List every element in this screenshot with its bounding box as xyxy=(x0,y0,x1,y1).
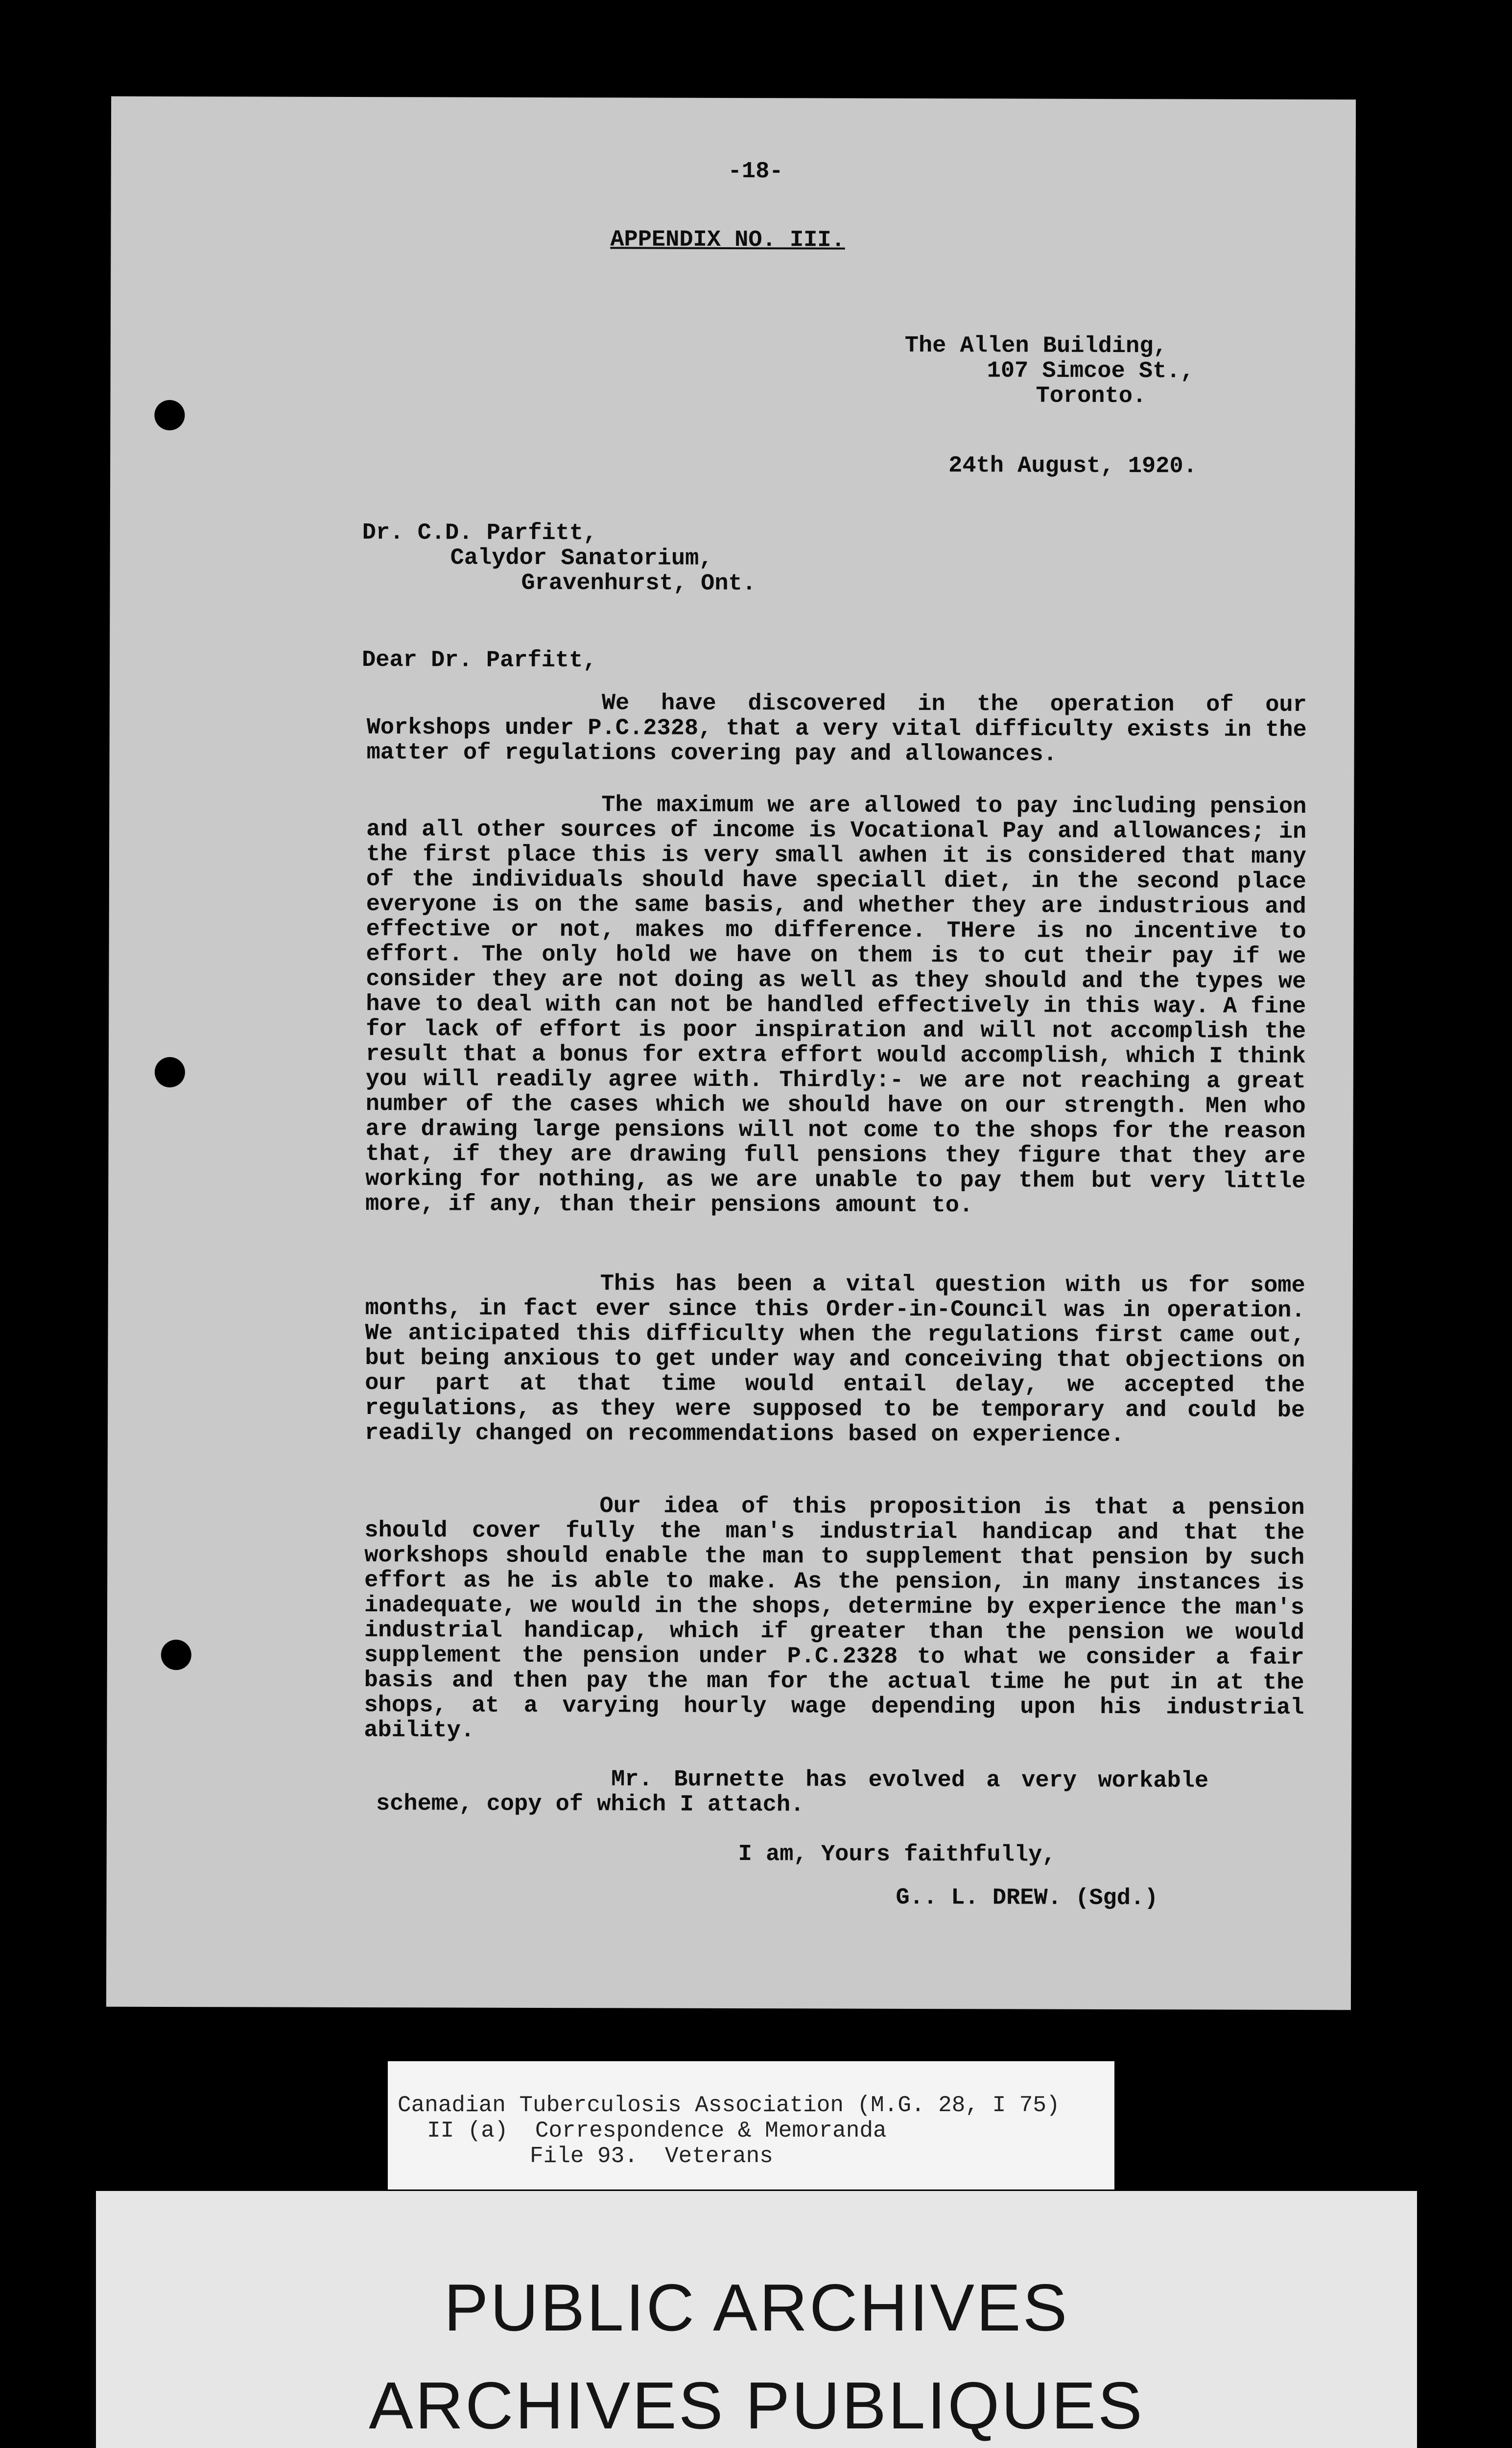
banner-line-french: ARCHIVES PUBLIQUES xyxy=(369,2368,1144,2443)
letter-page xyxy=(106,96,1356,2010)
paragraph-3: This has been a vital question with us for some months, in fact ever since this Order-in-Council was in operation. We anticipated this difficulty when the regulations first came out, but being anxious to get under way and conceiving that objections on our part at that time would entail delay, we accepted the regulations, as they were supposed to be temporary and could be readily changed on recommendations based on experience. xyxy=(364,1271,1305,1449)
signature: G.. L. DREW. (Sgd.) xyxy=(896,1884,1158,1912)
archive-label-line-1: Canadian Tuberculosis Association (M.G. 28, I 75) xyxy=(398,2093,1060,2118)
salutation: Dear Dr. Parfitt, xyxy=(362,647,597,674)
paragraph-1: We have discovered in the operation of our Workshops under P.C.2328, that a very vital difficulty exists in the matter of regulations covering pay and allowances. xyxy=(366,690,1307,768)
letter-date: 24th August, 1920. xyxy=(948,453,1197,480)
sender-address-line-1: The Allen Building, xyxy=(904,332,1167,360)
archive-label-line-2: II (a) Correspondence & Memoranda xyxy=(427,2118,887,2143)
sender-address-line-3: Toronto. xyxy=(1036,383,1147,410)
recipient-line-3: Gravenhurst, Ont. xyxy=(521,570,756,597)
paragraph-5: Mr. Burnette has evolved a very workable scheme, copy of which I attach. xyxy=(376,1766,1209,1818)
appendix-heading: APPENDIX NO. III. xyxy=(610,227,845,254)
public-archives-banner xyxy=(96,2191,1417,2448)
letter-body xyxy=(106,96,1356,2010)
page-number: -18- xyxy=(728,158,783,185)
complimentary-close: I am, Yours faithfully, xyxy=(738,1841,1056,1868)
sender-address-line-2: 107 Simcoe St., xyxy=(987,358,1194,385)
paragraph-2: The maximum we are allowed to pay including pension and all other sources of income is Vocational Pay and allowances; in the first place this is very small awhen it is considered that many of the individuals should have speciall diet, in the second place everyone is on the same basis, and whether they are industrious and effective or not, makes mo difference. THere is no incentive to effort. The only hold we have on them is to cut their pay if we consider they are not doing as well as they should and the types we have to deal with can not be handled effectively in this way. A fine for lack of effort is poor inspiration and will not accomplish the result that a bonus for extra effort would accomplish, which I think you will readily agree with. Thirdly:- we are not reaching a great number of the cases which we should have on our strength. Men who are drawing large pensions will not come to the shops for the reason that, if they are drawing full pensions they figure that they are working for nothing, as we are unable to pay them but very little more, if any, than their pensions amount to. xyxy=(365,792,1307,1219)
archive-label-line-3: File 93. Veterans xyxy=(530,2143,773,2169)
recipient-line-1: Dr. C.D. Parfitt, xyxy=(362,520,597,547)
paragraph-4: Our idea of this proposition is that a pension should cover fully the man's industrial handicap and that the workshops should enable the man to supplement that pension by such effort as he is able to make. As the pension, in many instances is inadequate, we would in the shops, determine by experience the man's industrial handicap, which if greater than the pension we would supplement the pension under P.C.2328 to what we consider a fair basis and then pay the man for the actual time he put in at the shops, at a varying hourly wage depending upon his industrial ability. xyxy=(364,1493,1305,1744)
archive-reference-label xyxy=(388,2061,1114,2189)
recipient-line-2: Calydor Sanatorium, xyxy=(450,545,713,572)
banner-line-english: PUBLIC ARCHIVES xyxy=(444,2270,1069,2345)
